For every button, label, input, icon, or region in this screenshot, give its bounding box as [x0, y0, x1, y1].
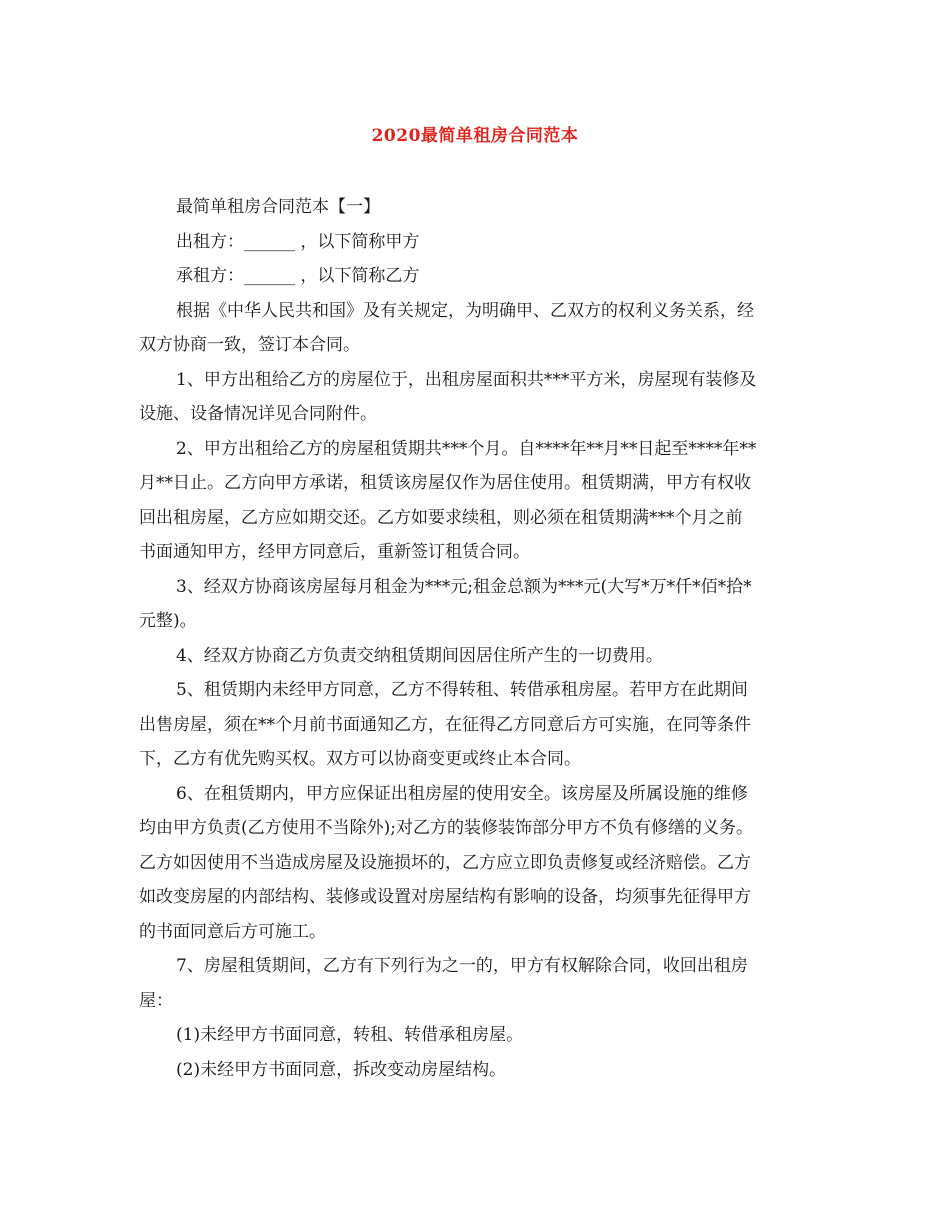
clause-7-line: 7、房屋租赁期间，乙方有下列行为之一的，甲方有权解除合同，收回出租房 [176, 956, 748, 976]
clause-7-line: 屋： [139, 990, 173, 1011]
contract-body [139, 190, 819, 1087]
clause-5-line: 5、租赁期内未经甲方同意，乙方不得转租、转借承租房屋。若甲方在此期间 [176, 680, 748, 700]
clause-5-line: 下，乙方有优先购买权。双方可以协商变更或终止本合同。 [139, 749, 581, 769]
clause-6-line: 如改变房屋的内部结构、装修或设置对房屋结构有影响的设备，均须事先征得甲方 [139, 887, 751, 907]
preamble-line: 根据《中华人民共和国》及有关规定，为明确甲、乙双方的权利义务关系，经 [176, 300, 754, 321]
clause-2-line: 书面通知甲方，经甲方同意后，重新签订租赁合同。 [139, 542, 530, 562]
clause-1-line: 1、甲方出租给乙方的房屋位于，出租房屋面积共***平方米，房屋现有装修及 [176, 369, 757, 390]
preamble-line: 双方协商一致，签订本合同。 [139, 335, 360, 355]
clause-6-line: 6、在租赁期内，甲方应保证出租房屋的使用安全。该房屋及所属设施的维修 [176, 783, 748, 804]
clause-4-line: 4、经双方协商乙方负责交纳租赁期间因居住所产生的一切费用。 [176, 645, 663, 666]
clause-3-line: 3、经双方协商该房屋每月租金为***元;租金总额为***元(大写*万*仟*佰*拾* [176, 576, 752, 597]
clause-1-line: 设施、设备情况详见合同附件。 [139, 404, 377, 424]
clause-6-line: 的书面同意后方可施工。 [139, 921, 326, 942]
section-heading: 最简单租房合同范本【一】 [176, 197, 380, 217]
sub-clause-line: (2)未经甲方书面同意，拆改变动房屋结构。 [176, 1059, 507, 1080]
clause-6-line: 乙方如因使用不当造成房屋及设施损坏的，乙方应立即负责修复或经济赔偿。乙方 [139, 852, 751, 873]
sub-clause-line: (1)未经甲方书面同意，转租、转借承租房屋。 [176, 1025, 524, 1045]
clause-3-line: 元整)。 [139, 611, 197, 631]
clause-2-line: 回出租房屋，乙方应如期交还。乙方如要求续租，则必须在租赁期满***个月之前 [139, 507, 743, 528]
lessor-line: 出租方：______ ，以下简称甲方 [176, 231, 420, 252]
lessee-line: 承租方：______ ，以下简称乙方 [176, 266, 420, 286]
clause-2-line: 月**日止。乙方向甲方承诺，租赁该房屋仅作为居住使用。租赁期满，甲方有权收 [139, 473, 751, 493]
clause-5-line: 出售房屋，须在**个月前书面通知乙方，在征得乙方同意后方可实施，在同等条件 [139, 714, 751, 735]
clause-2-line: 2、甲方出租给乙方的房屋租赁期共***个月。自****年**月**日起至****年** [176, 438, 757, 459]
document-title: 2020最简单租房合同范本 [371, 126, 579, 146]
clause-6-line: 均由甲方负责(乙方使用不当除外);对乙方的装修装饰部分甲方不负有修缮的义务。 [139, 818, 753, 838]
